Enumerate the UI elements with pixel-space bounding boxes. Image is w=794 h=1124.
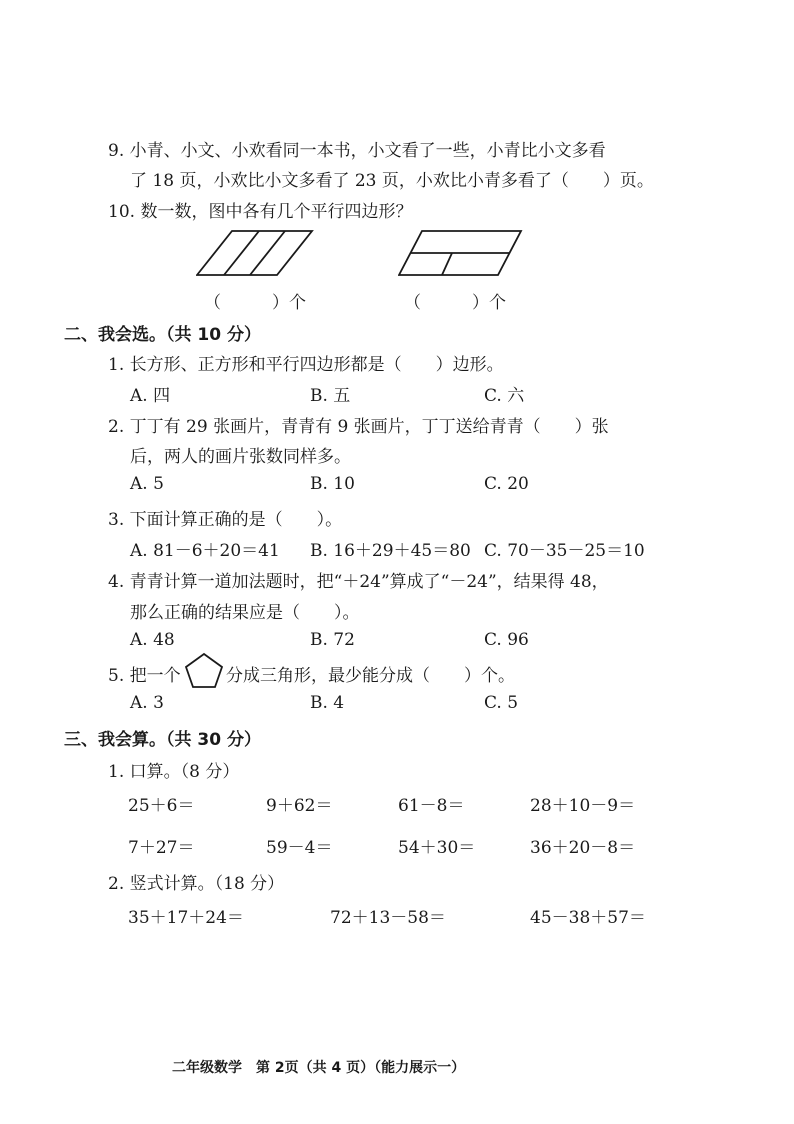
s2-q1-stem: 1. 长方形、正方形和平行四边形都是（ ）边形。 — [108, 355, 504, 375]
s2-q3-stem: 3. 下面计算正确的是（ ）。 — [108, 510, 343, 530]
s3-part2-title: 2. 竖式计算。（18 分） — [108, 874, 285, 894]
s2-q2-stem-2: 后，两人的画片张数同样多。 — [130, 447, 351, 467]
mental-calc-item: 28＋10－9＝ — [530, 796, 636, 816]
mental-calc-item: 25＋6＝ — [128, 796, 195, 816]
s2-q3-option-a: A. 81－6＋20＝41 — [130, 541, 280, 561]
question-9-line-2: 了 18 页，小欢比小文多看了 23 页，小欢比小青多看了（ ）页。 — [130, 171, 654, 191]
pentagon-icon — [184, 652, 224, 690]
s2-q5-option-a: A. 3 — [130, 693, 164, 713]
question-10-answer-2: （ ）个 — [404, 293, 506, 313]
s2-q1-option-b: B. 五 — [310, 386, 351, 406]
mental-calc-item: 61－8＝ — [398, 796, 465, 816]
parallelogram-figure-2 — [398, 228, 524, 278]
s2-q4-option-c: C. 96 — [484, 630, 529, 650]
vertical-calc-item: 72＋13－58＝ — [330, 908, 446, 928]
s2-q1-option-a: A. 四 — [130, 386, 171, 406]
s2-q2-stem: 2. 丁丁有 29 张画片，青青有 9 张画片，丁丁送给青青（ ）张 — [108, 417, 609, 437]
s2-q1-option-c: C. 六 — [484, 386, 525, 406]
section-2-title: 二、我会选。（共 10 分） — [64, 325, 261, 345]
mental-calc-item: 9＋62＝ — [266, 796, 333, 816]
s2-q4-option-a: A. 48 — [130, 630, 175, 650]
s2-q4-option-b: B. 72 — [310, 630, 355, 650]
question-10-answer-1: （ ）个 — [204, 293, 306, 313]
s2-q2-option-c: C. 20 — [484, 474, 529, 494]
s2-q3-option-b: B. 16＋29＋45＝80 — [310, 541, 471, 561]
mental-calc-item: 54＋30＝ — [398, 838, 476, 858]
s2-q5-option-b: B. 4 — [310, 693, 345, 713]
s2-q4-stem-2: 那么正确的结果应是（ ）。 — [130, 603, 360, 623]
s2-q4-stem: 4. 青青计算一道加法题时，把“＋24”算成了“－24”，结果得 48， — [108, 572, 609, 592]
parallelogram-figure-1 — [196, 228, 316, 278]
s2-q2-option-b: B. 10 — [310, 474, 355, 494]
mental-calc-item: 7＋27＝ — [128, 838, 195, 858]
page-footer: 二年级数学 第 2页（共 4 页）（能力展示一） — [172, 1060, 466, 1076]
s2-q5-stem-b: 分成三角形，最少能分成（ ）个。 — [226, 666, 515, 686]
vertical-calc-item: 35＋17＋24＝ — [128, 908, 244, 928]
s2-q5-option-c: C. 5 — [484, 693, 519, 713]
s2-q2-option-a: A. 5 — [130, 474, 164, 494]
section-3-title: 三、我会算。（共 30 分） — [64, 730, 261, 750]
s2-q3-option-c: C. 70－35－25＝10 — [484, 541, 645, 561]
question-10-text: 10. 数一数，图中各有几个平行四边形？ — [108, 202, 413, 222]
vertical-calc-item: 45－38＋57＝ — [530, 908, 646, 928]
question-9-line-1: 9. 小青、小文、小欢看同一本书，小文看了一些，小青比小文多看 — [108, 141, 606, 161]
mental-calc-item: 36＋20－8＝ — [530, 838, 636, 858]
s2-q5-stem-a: 5. 把一个 — [108, 666, 181, 686]
s3-part1-title: 1. 口算。（8 分） — [108, 762, 240, 782]
mental-calc-item: 59－4＝ — [266, 838, 333, 858]
